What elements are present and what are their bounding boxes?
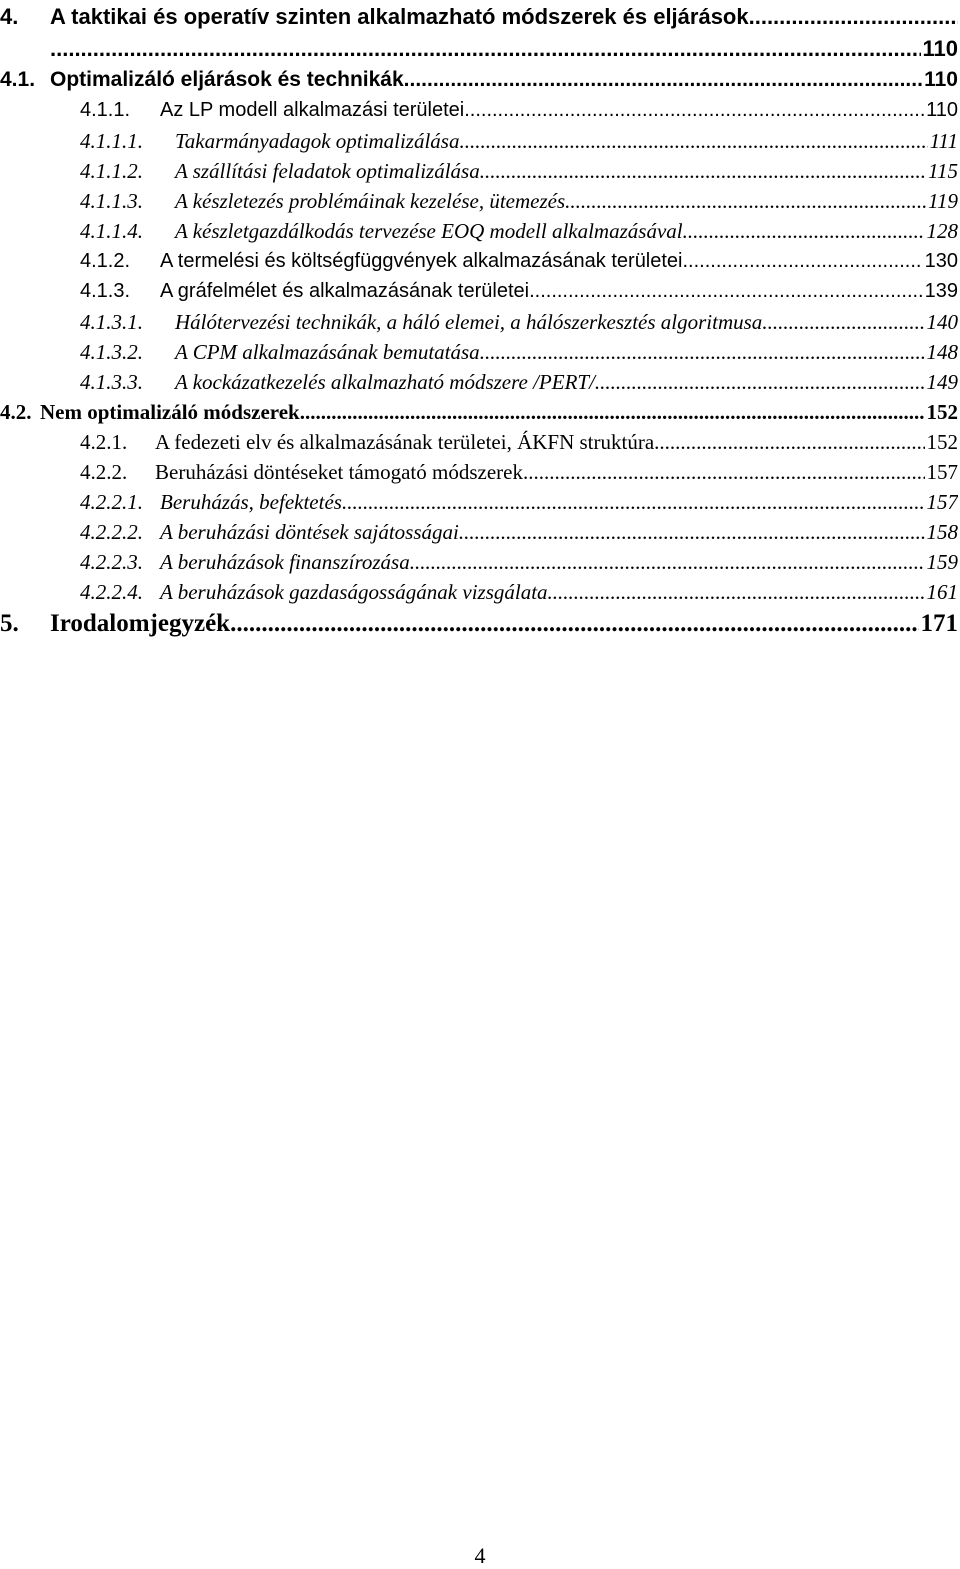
toc-number: 4.1.1. (80, 99, 131, 121)
toc-leader (480, 159, 926, 184)
toc-number: 4.2.2.3. (80, 550, 143, 574)
toc-number: 4.2. (0, 400, 32, 424)
toc-page-number: 115 (928, 159, 958, 183)
toc-entry[interactable] (80, 99, 958, 122)
toc-number: 4.2.2.1. (80, 490, 143, 514)
toc-title: Beruházási döntéseket támogató módszerek (155, 460, 523, 484)
toc-page-number: 119 (928, 189, 958, 213)
toc-title: A taktikai és operatív szinten alkalmazható módszerek és eljárások (50, 4, 749, 29)
toc-entry[interactable] (80, 460, 958, 485)
toc-page-number: 157 (926, 490, 958, 514)
toc-number: 4.1.3.1. (80, 310, 143, 334)
toc-title: A beruházások gazdaságosságának vizsgálata (160, 580, 548, 604)
toc-entry[interactable] (80, 250, 958, 273)
toc-leader (654, 430, 924, 455)
toc-title: Irodalomjegyzék (50, 610, 231, 637)
toc-leader (548, 580, 925, 605)
toc-leader (565, 189, 926, 214)
toc-leader (683, 250, 923, 273)
toc-number: 4.2.2.2. (80, 520, 143, 544)
toc-leader (50, 36, 921, 62)
toc-leader (404, 68, 922, 92)
toc-page-number: 110 (922, 36, 958, 61)
toc-entry[interactable] (80, 520, 958, 545)
toc-page-number: 159 (926, 550, 958, 574)
toc-number: 4.1. (0, 68, 36, 91)
toc-entry[interactable] (80, 159, 958, 184)
toc-number: 4.1.3.2. (80, 340, 143, 364)
toc-number: 5. (0, 610, 19, 637)
toc-title: A készletezés problémáinak kezelése, ütemezés (175, 189, 566, 213)
toc-page-number: 139 (924, 280, 958, 302)
toc-title: A fedezeti elv és alkalmazásának területei, ÁKFN struktúra (155, 430, 655, 454)
toc-title: Beruházás, befektetés (160, 490, 342, 514)
toc-title: A termelési és költségfüggvények alkalmazásának területei (160, 250, 683, 272)
toc-entry[interactable] (80, 490, 958, 515)
toc-title: A kockázatkezelés alkalmazható módszere /PERT/ (175, 370, 595, 394)
toc-entry[interactable] (80, 310, 958, 335)
toc-leader (459, 520, 925, 545)
toc-number: 4.1.3. (80, 280, 131, 302)
toc-page-number: 157 (926, 460, 958, 484)
toc-title: A CPM alkalmazásának bemutatása (175, 340, 480, 364)
page-number: 4 (474, 1543, 486, 1568)
toc-number: 4.1.1.4. (80, 219, 143, 243)
toc-number: 4.2.2.4. (80, 580, 143, 604)
toc-leader (595, 370, 925, 395)
toc-leader (230, 610, 918, 638)
toc-entry-chapter-4-continued[interactable] (50, 36, 958, 62)
toc-title: A beruházások finanszírozása (160, 550, 410, 574)
toc-leader (300, 400, 925, 425)
toc-page-number: 110 (926, 99, 958, 121)
toc-page-number: 171 (920, 610, 958, 637)
toc-leader (459, 129, 927, 154)
toc-entry[interactable] (80, 550, 958, 575)
toc-entry[interactable] (80, 430, 958, 455)
toc-leader (523, 460, 925, 485)
toc-page-number: 130 (924, 250, 958, 272)
toc-title: Az LP modell alkalmazási területei (160, 99, 465, 121)
toc-title: Optimalizáló eljárások és technikák (50, 68, 404, 91)
toc-number: 4.1.1.3. (80, 189, 143, 213)
toc-leader (410, 550, 925, 575)
toc-title: A beruházási döntések sajátosságai (160, 520, 459, 544)
toc-number: 4. (0, 4, 19, 29)
toc-entry[interactable] (0, 68, 958, 92)
toc-entry[interactable] (0, 400, 958, 425)
toc-title: A szállítási feladatok optimalizálása (175, 159, 480, 183)
toc-leader (480, 340, 925, 365)
toc-entry[interactable] (80, 129, 958, 154)
toc-entry[interactable] (80, 219, 958, 244)
toc-leader (342, 490, 925, 515)
toc-entry-chapter-4[interactable] (0, 4, 958, 30)
toc-page-number: 111 (929, 129, 958, 153)
toc-entry[interactable] (80, 370, 958, 395)
toc-number: 4.1.3.3. (80, 370, 143, 394)
toc-title: A készletgazdálkodás tervezése EOQ modell alkalmazásával (175, 219, 683, 243)
toc-entry[interactable] (80, 340, 958, 365)
toc-title: Takarmányadagok optimalizálása (175, 129, 460, 153)
toc-page-number: 128 (926, 219, 958, 243)
toc-leader (683, 219, 925, 244)
toc-page-number: 110 (924, 68, 958, 91)
toc-entry[interactable] (80, 189, 958, 214)
toc-page-number: 161 (926, 580, 958, 604)
toc-number: 4.1.1.1. (80, 129, 143, 153)
toc-entry[interactable] (80, 280, 958, 303)
toc-page-number: 140 (926, 310, 958, 334)
toc-title: Hálótervezési technikák, a háló elemei, a hálószerkesztés algoritmusa (175, 310, 763, 334)
toc-leader (762, 310, 924, 335)
toc-number: 4.1.1.2. (80, 159, 143, 183)
toc-leader (529, 280, 923, 303)
toc-page-number: 148 (926, 340, 958, 364)
toc-leader (464, 99, 924, 122)
toc-page-number: 158 (926, 520, 958, 544)
toc-number: 4.2.2. (80, 460, 128, 484)
toc-number: 4.1.2. (80, 250, 131, 272)
toc-entry[interactable] (80, 580, 958, 605)
toc-entry-chapter-5[interactable] (0, 610, 958, 638)
toc-page-number: 152 (926, 400, 958, 424)
toc-page-number: 149 (926, 370, 958, 394)
toc-leader (749, 4, 958, 30)
toc-number: 4.2.1. (80, 430, 128, 454)
toc-page-number: 152 (926, 430, 958, 454)
toc-title: Nem optimalizáló módszerek (40, 400, 300, 424)
toc-title: A gráfelmélet és alkalmazásának területei (160, 280, 530, 302)
